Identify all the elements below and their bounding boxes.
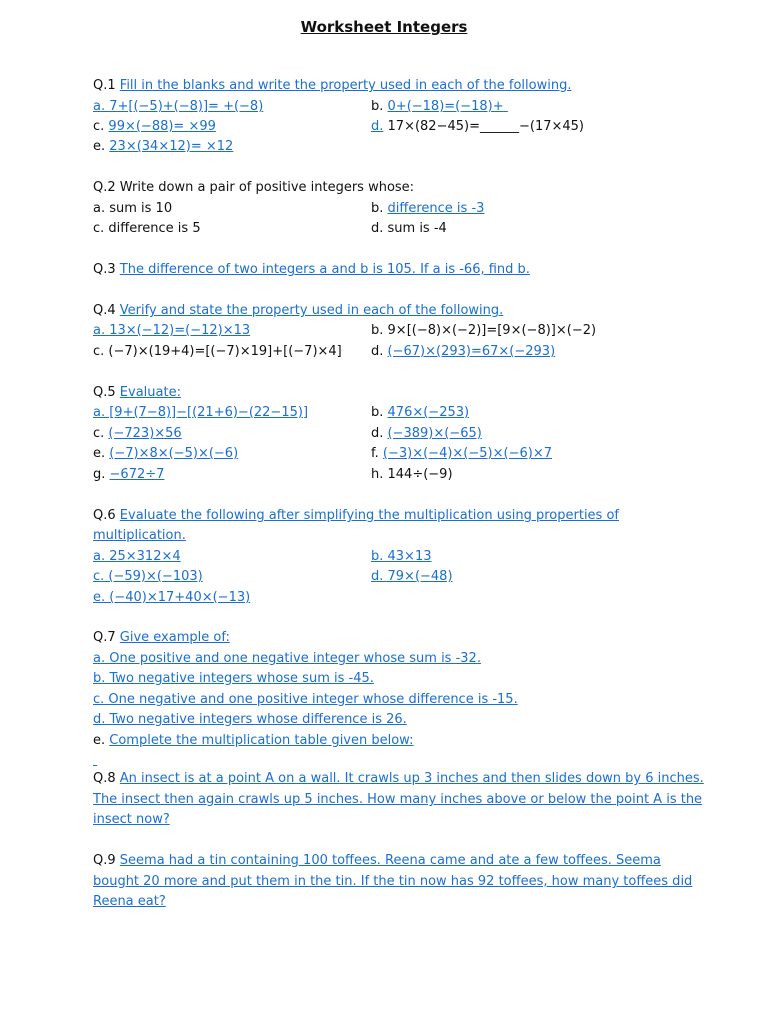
q6-item-c[interactable]: c. (−59)×(−103) <box>93 569 203 584</box>
q5-item-a[interactable]: a. [9+(7−8)]−[(21+6)−(22−15)] <box>93 405 309 420</box>
q4-instruction[interactable]: Verify and state the property used in each of the following. <box>119 303 504 318</box>
q6-item-a[interactable]: a. 25×312×4 <box>93 549 181 564</box>
q4-item-c <box>93 343 342 361</box>
q6-item-d[interactable]: d. 79×(−48) <box>371 569 453 584</box>
q5-item-g-prefix: g. <box>93 467 106 482</box>
q5-item-b <box>371 404 469 422</box>
q4-item-b <box>371 322 596 340</box>
q1-item-d-text: 17×(82−45)=______−(17×45) <box>387 119 584 134</box>
q1-item-c-prefix: c. <box>93 119 105 134</box>
q8-text-line1[interactable]: An insect is at a point A on a wall. It crawls up 3 inches and then slides down by 6 inches. <box>119 771 704 786</box>
q2-instruction: Write down a pair of positive integers whose: <box>119 180 415 195</box>
q4-item-a[interactable]: a. 13×(−12)=(−12)×13 <box>93 323 251 338</box>
q4-item-b-text: 9×[(−8)×(−2)]=[9×(−8)]×(−2) <box>387 323 597 338</box>
q9-text-line1[interactable]: Seema had a tin containing 100 toffees. Reena came and ate a few toffees. Seema <box>119 853 661 868</box>
q1-item-b-prefix: b. <box>371 99 384 114</box>
q9-heading <box>93 852 661 870</box>
worksheet-title: Worksheet Integers <box>300 18 468 36</box>
q1-item-d-prefix[interactable]: d. <box>371 119 384 134</box>
q4-item-b-prefix: b. <box>371 323 384 338</box>
q1-item-e-text[interactable]: 23×(34×12)= ×12 <box>109 139 234 154</box>
q1-item-e-prefix: e. <box>93 139 106 154</box>
q5-instruction[interactable]: Evaluate: <box>119 385 181 400</box>
q7-item-e-prefix: e. <box>93 733 106 748</box>
q4-item-c-prefix: c. <box>93 344 105 359</box>
q2-item-b-text[interactable]: difference is -3 <box>387 201 485 216</box>
q5-item-f-prefix: f. <box>371 446 379 461</box>
q7-item-e-text[interactable]: Complete the multiplication table given below: <box>109 733 414 748</box>
q7-heading <box>93 629 230 647</box>
q5-item-c-prefix: c. <box>93 426 105 441</box>
q8-number: Q.8 <box>93 771 116 786</box>
q1-item-e <box>93 138 233 156</box>
q6-instruction-line1[interactable]: Evaluate the following after simplifying the multiplication using properties of <box>119 508 619 523</box>
q4-item-c-text: (−7)×(19+4)=[(−7)×19]+[(−7)×4] <box>108 344 342 359</box>
q5-item-d-text[interactable]: (−389)×(−65) <box>387 426 482 441</box>
q6-number: Q.6 <box>93 508 116 523</box>
q7-empty-link <box>93 752 97 770</box>
q5-item-b-prefix: b. <box>371 405 384 420</box>
q3-heading <box>93 261 530 279</box>
q5-item-c <box>93 425 182 443</box>
q1-item-a[interactable]: a. 7+[(−5)+(−8)]= +(−8) <box>93 99 264 114</box>
q5-item-f-text[interactable]: (−3)×(−4)×(−5)×(−6)×7 <box>382 446 552 461</box>
q4-item-d-prefix: d. <box>371 344 384 359</box>
q5-item-g-text[interactable]: −672÷7 <box>109 467 165 482</box>
q2-item-d: d. sum is -4 <box>371 221 447 236</box>
q5-item-g <box>93 466 164 484</box>
q3-text[interactable]: The difference of two integers a and b is 105. If a is -66, find b. <box>119 262 530 277</box>
q3-number: Q.3 <box>93 262 116 277</box>
q5-item-c-text[interactable]: (−723)×56 <box>108 426 182 441</box>
q6-instruction-line2[interactable]: multiplication. <box>93 528 186 543</box>
q4-item-d <box>371 343 555 361</box>
q5-item-b-text[interactable]: 476×(−253) <box>387 405 470 420</box>
q7-number: Q.7 <box>93 630 116 645</box>
q1-item-c <box>93 118 216 136</box>
q7-instruction[interactable]: Give example of: <box>119 630 230 645</box>
q9-text-line2[interactable]: bought 20 more and put them in the tin. If the tin now has 92 toffees, how many toffees did <box>93 874 693 889</box>
q5-number: Q.5 <box>93 385 116 400</box>
q5-item-e <box>93 445 238 463</box>
q5-heading <box>93 384 181 402</box>
q5-item-d-prefix: d. <box>371 426 384 441</box>
q4-heading <box>93 302 503 320</box>
q8-text-line3[interactable]: insect now? <box>93 812 170 827</box>
q7-item-c[interactable]: c. One negative and one positive integer whose difference is -15. <box>93 692 518 707</box>
q4-item-d-text[interactable]: (−67)×(293)=67×(−293) <box>387 344 556 359</box>
q2-item-c: c. difference is 5 <box>93 221 201 236</box>
q7-item-d[interactable]: d. Two negative integers whose difference is 26. <box>93 712 407 727</box>
q8-heading <box>93 770 704 788</box>
q9-text-line3[interactable]: Reena eat? <box>93 894 166 909</box>
q5-item-h-text: 144÷(−9) <box>387 467 453 482</box>
q7-item-b[interactable]: b. Two negative integers whose sum is -45. <box>93 671 374 686</box>
q2-item-a: a. sum is 10 <box>93 201 173 216</box>
q5-item-h-prefix: h. <box>371 467 384 482</box>
q1-item-d <box>371 118 584 136</box>
q2-item-b <box>371 200 484 218</box>
q2-number: Q.2 <box>93 180 116 195</box>
q7-item-e <box>93 732 413 750</box>
q6-item-e[interactable]: e. (−40)×17+40×(−13) <box>93 590 251 605</box>
q2-item-b-prefix: b. <box>371 201 384 216</box>
q1-item-c-text[interactable]: 99×(−88)= ×99 <box>108 119 216 134</box>
q5-item-e-text[interactable]: (−7)×8×(−5)×(−6) <box>109 446 239 461</box>
q6-item-b[interactable]: b. 43×13 <box>371 549 432 564</box>
q1-item-b-blank <box>504 98 538 116</box>
q5-item-e-prefix: e. <box>93 446 106 461</box>
q5-item-f <box>371 445 552 463</box>
q1-heading <box>93 77 571 95</box>
q8-text-line2[interactable]: The insect then again crawls up 5 inches. How many inches above or below the point A is the <box>93 792 703 807</box>
q1-item-b-text[interactable]: 0+(−18)=(−18)+ <box>387 99 504 114</box>
q4-number: Q.4 <box>93 303 116 318</box>
q2-heading <box>93 179 414 197</box>
q1-instruction[interactable]: Fill in the blanks and write the property used in each of the following. <box>119 78 572 93</box>
q9-number: Q.9 <box>93 853 116 868</box>
q1-item-b <box>371 98 538 116</box>
q6-heading <box>93 507 619 525</box>
q5-item-d <box>371 425 482 443</box>
q1-number: Q.1 <box>93 78 116 93</box>
q7-item-a[interactable]: a. One positive and one negative integer whose sum is -32. <box>93 651 481 666</box>
q5-item-h <box>371 466 453 484</box>
